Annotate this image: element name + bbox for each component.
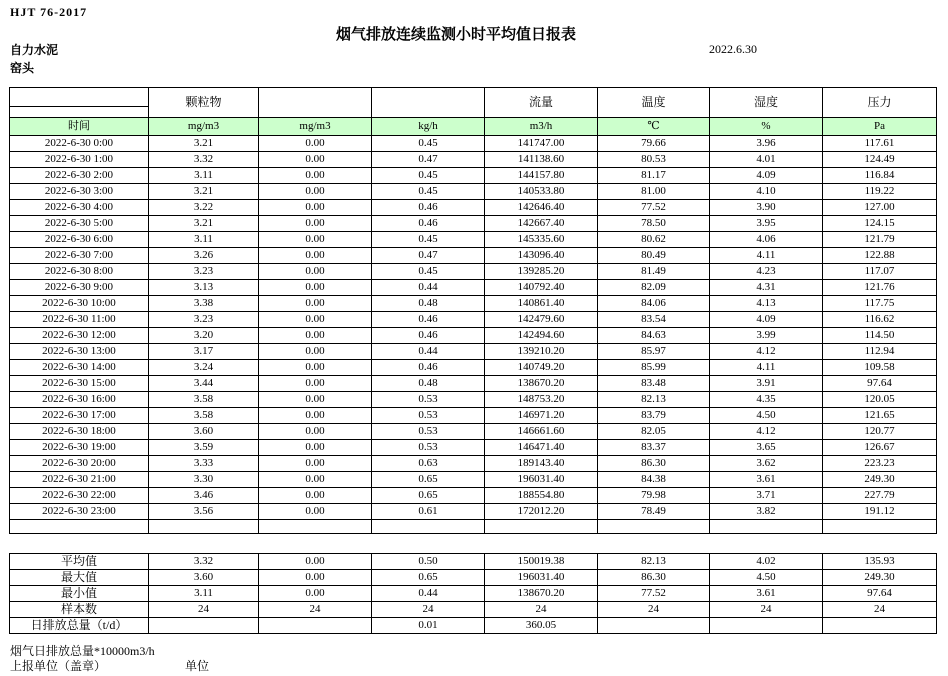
table-row [10,168,937,184]
value-cell: 0.48 [372,296,485,312]
value-cell: 119.22 [823,184,937,200]
value-cell: 84.38 [598,472,710,488]
value-cell: 227.79 [823,488,937,504]
time-cell: 2022-6-30 4:00 [10,200,149,216]
value-cell: 0.00 [259,136,372,152]
value-cell: 3.62 [710,456,823,472]
summary-label-cell: 平均值 [10,554,149,570]
value-cell: 141747.00 [485,136,598,152]
value-cell: 0.00 [259,504,372,520]
value-cell: 0.00 [259,312,372,328]
summary-label-cell: 样本数 [10,602,149,618]
value-cell: 3.26 [149,248,259,264]
value-cell: 81.00 [598,184,710,200]
header-blank-cell [259,88,372,118]
summary-value-cell: 3.60 [149,570,259,586]
summary-value-cell: 0.65 [372,570,485,586]
time-cell: 2022-6-30 2:00 [10,168,149,184]
value-cell: 3.23 [149,312,259,328]
value-cell: 82.05 [598,424,710,440]
value-cell: 77.52 [598,200,710,216]
value-cell: 126.67 [823,440,937,456]
value-cell: 84.06 [598,296,710,312]
value-cell: 4.50 [710,408,823,424]
value-cell: 4.11 [710,248,823,264]
value-cell: 0.46 [372,360,485,376]
value-cell: 0.00 [259,152,372,168]
value-cell: 0.61 [372,504,485,520]
summary-value-cell [598,618,710,634]
header-temperature-cell: 温度 [598,88,710,118]
value-cell: 0.45 [372,136,485,152]
value-cell: 0.00 [259,248,372,264]
value-cell: 121.79 [823,232,937,248]
value-cell: 84.63 [598,328,710,344]
summary-label-cell: 日排放总量（t/d） [10,618,149,634]
value-cell: 0.00 [259,344,372,360]
empty-row [10,520,937,534]
value-cell: 146471.40 [485,440,598,456]
value-cell: 223.23 [823,456,937,472]
table-row [10,232,937,248]
time-cell: 2022-6-30 1:00 [10,152,149,168]
value-cell: 122.88 [823,248,937,264]
value-cell: 114.50 [823,328,937,344]
value-cell: 139285.20 [485,264,598,280]
summary-value-cell: 24 [485,602,598,618]
value-cell: 141138.60 [485,152,598,168]
value-cell: 3.33 [149,456,259,472]
value-cell: 109.58 [823,360,937,376]
value-cell: 82.13 [598,392,710,408]
unit-cell: ℃ [598,118,710,136]
value-cell: 3.22 [149,200,259,216]
standard-code: HJT 76-2017 [10,5,88,19]
pollutant-header-row [10,88,937,107]
unit-cell: mg/m3 [149,118,259,136]
value-cell: 188554.80 [485,488,598,504]
value-cell: 196031.40 [485,472,598,488]
value-cell: 0.00 [259,440,372,456]
table-row [10,456,937,472]
summary-value-cell: 82.13 [598,554,710,570]
value-cell: 3.20 [149,328,259,344]
summary-row [10,554,937,570]
value-cell: 146661.60 [485,424,598,440]
value-cell: 0.47 [372,248,485,264]
value-cell: 3.11 [149,232,259,248]
header-flow-cell: 流量 [485,88,598,118]
value-cell: 0.44 [372,344,485,360]
value-cell: 0.00 [259,408,372,424]
value-cell: 0.00 [259,328,372,344]
value-cell: 82.09 [598,280,710,296]
empty-cell [598,520,710,534]
unit-cell: m3/h [485,118,598,136]
value-cell: 146971.20 [485,408,598,424]
value-cell: 3.96 [710,136,823,152]
value-cell: 145335.60 [485,232,598,248]
value-cell: 0.53 [372,408,485,424]
summary-value-cell: 24 [598,602,710,618]
value-cell: 0.46 [372,216,485,232]
table-row [10,472,937,488]
company-name: 自力水泥 [10,43,59,57]
value-cell: 3.65 [710,440,823,456]
value-cell: 3.90 [710,200,823,216]
time-cell: 2022-6-30 3:00 [10,184,149,200]
value-cell: 0.00 [259,232,372,248]
value-cell: 4.13 [710,296,823,312]
value-cell: 0.53 [372,440,485,456]
table-row [10,312,937,328]
summary-value-cell [823,618,937,634]
value-cell: 120.77 [823,424,937,440]
summary-value-cell: 24 [259,602,372,618]
value-cell: 83.79 [598,408,710,424]
table-row [10,184,937,200]
value-cell: 3.21 [149,136,259,152]
table-row [10,296,937,312]
value-cell: 80.49 [598,248,710,264]
summary-value-cell: 249.30 [823,570,937,586]
value-cell: 3.44 [149,376,259,392]
value-cell: 0.46 [372,328,485,344]
summary-row [10,602,937,618]
table-row [10,200,937,216]
time-cell: 2022-6-30 19:00 [10,440,149,456]
value-cell: 3.17 [149,344,259,360]
table-row [10,248,937,264]
value-cell: 4.11 [710,360,823,376]
table-row [10,328,937,344]
summary-value-cell: 3.32 [149,554,259,570]
value-cell: 83.37 [598,440,710,456]
time-cell: 2022-6-30 0:00 [10,136,149,152]
summary-value-cell: 138670.20 [485,586,598,602]
value-cell: 121.76 [823,280,937,296]
time-cell: 2022-6-30 12:00 [10,328,149,344]
time-cell: 2022-6-30 15:00 [10,376,149,392]
value-cell: 3.21 [149,184,259,200]
value-cell: 139210.20 [485,344,598,360]
value-cell: 138670.20 [485,376,598,392]
table-row [10,392,937,408]
summary-value-cell: 150019.38 [485,554,598,570]
table-row [10,488,937,504]
value-cell: 127.00 [823,200,937,216]
value-cell: 0.00 [259,488,372,504]
value-cell: 0.65 [372,488,485,504]
value-cell: 112.94 [823,344,937,360]
value-cell: 142479.60 [485,312,598,328]
summary-value-cell [149,618,259,634]
value-cell: 124.49 [823,152,937,168]
value-cell: 3.59 [149,440,259,456]
unit-cell: mg/m3 [259,118,372,136]
unit-header-row [10,118,937,136]
table-row [10,376,937,392]
value-cell: 4.01 [710,152,823,168]
report-title: 烟气排放连续监测小时平均值日报表 [335,27,576,43]
value-cell: 3.91 [710,376,823,392]
value-cell: 0.00 [259,216,372,232]
value-cell: 3.30 [149,472,259,488]
value-cell: 0.00 [259,392,372,408]
summary-value-cell: 360.05 [485,618,598,634]
table-row [10,424,937,440]
unit-label: 单位 [185,659,210,673]
value-cell: 3.11 [149,168,259,184]
value-cell: 3.46 [149,488,259,504]
value-cell: 0.47 [372,152,485,168]
value-cell: 80.62 [598,232,710,248]
value-cell: 148753.20 [485,392,598,408]
summary-label-cell: 最小值 [10,586,149,602]
value-cell: 3.95 [710,216,823,232]
value-cell: 0.44 [372,280,485,296]
value-cell: 249.30 [823,472,937,488]
summary-value-cell: 0.44 [372,586,485,602]
header-blank-top-cell [10,88,149,107]
empty-cell [372,520,485,534]
value-cell: 3.58 [149,392,259,408]
value-cell: 79.66 [598,136,710,152]
summary-value-cell: 4.02 [710,554,823,570]
value-cell: 142494.60 [485,328,598,344]
value-cell: 97.64 [823,376,937,392]
value-cell: 0.45 [372,168,485,184]
time-cell: 2022-6-30 6:00 [10,232,149,248]
summary-row [10,586,937,602]
summary-value-cell: 0.00 [259,586,372,602]
summary-value-cell: 3.61 [710,586,823,602]
time-cell: 2022-6-30 8:00 [10,264,149,280]
station-name: 窑头 [10,61,35,75]
value-cell: 0.00 [259,376,372,392]
summary-table [9,553,937,634]
value-cell: 0.00 [259,168,372,184]
value-cell: 0.00 [259,184,372,200]
header-blank-cell [372,88,485,118]
value-cell: 3.61 [710,472,823,488]
value-cell: 78.50 [598,216,710,232]
time-cell: 2022-6-30 21:00 [10,472,149,488]
value-cell: 3.23 [149,264,259,280]
summary-value-cell: 24 [710,602,823,618]
value-cell: 0.65 [372,472,485,488]
table-row [10,504,937,520]
value-cell: 140861.40 [485,296,598,312]
value-cell: 3.32 [149,152,259,168]
value-cell: 0.48 [372,376,485,392]
value-cell: 4.31 [710,280,823,296]
value-cell: 0.63 [372,456,485,472]
value-cell: 144157.80 [485,168,598,184]
table-row [10,136,937,152]
time-cell: 2022-6-30 7:00 [10,248,149,264]
header-blank-bottom-cell [10,107,149,118]
value-cell: 4.09 [710,312,823,328]
value-cell: 4.23 [710,264,823,280]
time-cell: 2022-6-30 23:00 [10,504,149,520]
time-cell: 2022-6-30 9:00 [10,280,149,296]
empty-cell [485,520,598,534]
value-cell: 189143.40 [485,456,598,472]
value-cell: 0.00 [259,200,372,216]
unit-cell: kg/h [372,118,485,136]
time-cell: 2022-6-30 22:00 [10,488,149,504]
header-particulate-cell: 颗粒物 [149,88,259,118]
unit-cell: % [710,118,823,136]
time-cell: 2022-6-30 11:00 [10,312,149,328]
value-cell: 117.75 [823,296,937,312]
value-cell: 143096.40 [485,248,598,264]
value-cell: 0.00 [259,360,372,376]
value-cell: 0.00 [259,456,372,472]
summary-value-cell: 3.11 [149,586,259,602]
value-cell: 3.99 [710,328,823,344]
value-cell: 78.49 [598,504,710,520]
table-row [10,216,937,232]
value-cell: 140749.20 [485,360,598,376]
summary-value-cell: 196031.40 [485,570,598,586]
summary-row [10,570,937,586]
value-cell: 0.45 [372,264,485,280]
value-cell: 0.53 [372,424,485,440]
time-header-cell: 时间 [10,118,149,136]
summary-value-cell: 97.64 [823,586,937,602]
time-cell: 2022-6-30 14:00 [10,360,149,376]
summary-value-cell: 0.01 [372,618,485,634]
header-humidity-cell: 湿度 [710,88,823,118]
value-cell: 4.12 [710,344,823,360]
table-row [10,360,937,376]
value-cell: 0.00 [259,472,372,488]
value-cell: 140792.40 [485,280,598,296]
summary-row [10,618,937,634]
table-row [10,152,937,168]
value-cell: 117.61 [823,136,937,152]
value-cell: 0.00 [259,296,372,312]
total-emission-note: 烟气日排放总量*10000m3/h [10,644,155,658]
value-cell: 81.49 [598,264,710,280]
value-cell: 0.46 [372,312,485,328]
value-cell: 3.38 [149,296,259,312]
value-cell: 116.84 [823,168,937,184]
value-cell: 0.45 [372,232,485,248]
summary-value-cell: 0.00 [259,554,372,570]
time-cell: 2022-6-30 18:00 [10,424,149,440]
summary-value-cell: 24 [372,602,485,618]
time-cell: 2022-6-30 16:00 [10,392,149,408]
value-cell: 117.07 [823,264,937,280]
value-cell: 3.60 [149,424,259,440]
header-pressure-cell: 压力 [823,88,937,118]
time-cell: 2022-6-30 20:00 [10,456,149,472]
value-cell: 124.15 [823,216,937,232]
value-cell: 142646.40 [485,200,598,216]
summary-value-cell: 24 [823,602,937,618]
value-cell: 85.97 [598,344,710,360]
value-cell: 0.53 [372,392,485,408]
time-cell: 2022-6-30 10:00 [10,296,149,312]
value-cell: 3.58 [149,408,259,424]
summary-value-cell: 77.52 [598,586,710,602]
value-cell: 120.05 [823,392,937,408]
value-cell: 0.45 [372,184,485,200]
table-row [10,440,937,456]
value-cell: 85.99 [598,360,710,376]
value-cell: 3.56 [149,504,259,520]
table-row [10,264,937,280]
report-unit-label: 上报单位（盖章） [10,659,107,673]
summary-value-cell [710,618,823,634]
time-cell: 2022-6-30 17:00 [10,408,149,424]
value-cell: 3.71 [710,488,823,504]
empty-cell [259,520,372,534]
value-cell: 3.21 [149,216,259,232]
summary-value-cell: 86.30 [598,570,710,586]
value-cell: 4.35 [710,392,823,408]
value-cell: 191.12 [823,504,937,520]
summary-value-cell: 0.50 [372,554,485,570]
value-cell: 116.62 [823,312,937,328]
summary-value-cell: 24 [149,602,259,618]
value-cell: 140533.80 [485,184,598,200]
value-cell: 4.12 [710,424,823,440]
value-cell: 4.09 [710,168,823,184]
empty-cell [10,520,149,534]
value-cell: 83.54 [598,312,710,328]
summary-value-cell: 135.93 [823,554,937,570]
value-cell: 79.98 [598,488,710,504]
value-cell: 4.10 [710,184,823,200]
value-cell: 172012.20 [485,504,598,520]
value-cell: 3.13 [149,280,259,296]
empty-cell [823,520,937,534]
value-cell: 121.65 [823,408,937,424]
value-cell: 81.17 [598,168,710,184]
summary-value-cell [259,618,372,634]
value-cell: 142667.40 [485,216,598,232]
summary-value-cell: 0.00 [259,570,372,586]
summary-value-cell: 4.50 [710,570,823,586]
table-row [10,344,937,360]
table-row [10,408,937,424]
time-cell: 2022-6-30 5:00 [10,216,149,232]
table-row [10,280,937,296]
value-cell: 83.48 [598,376,710,392]
hourly-data-table [9,87,937,534]
empty-cell [710,520,823,534]
unit-cell: Pa [823,118,937,136]
value-cell: 3.82 [710,504,823,520]
empty-cell [149,520,259,534]
value-cell: 0.46 [372,200,485,216]
report-date: 2022.6.30 [709,42,757,56]
value-cell: 0.00 [259,280,372,296]
time-cell: 2022-6-30 13:00 [10,344,149,360]
value-cell: 3.24 [149,360,259,376]
value-cell: 80.53 [598,152,710,168]
value-cell: 86.30 [598,456,710,472]
value-cell: 0.00 [259,264,372,280]
summary-label-cell: 最大值 [10,570,149,586]
value-cell: 4.06 [710,232,823,248]
value-cell: 0.00 [259,424,372,440]
